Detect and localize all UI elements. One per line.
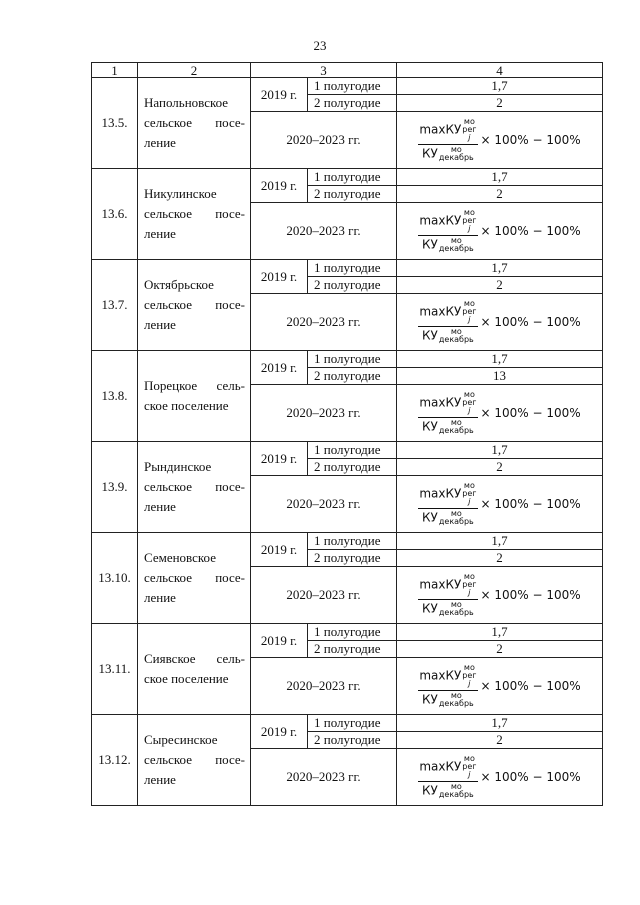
value-cell: 2 <box>397 95 603 112</box>
formula-num-sub-index: j <box>468 315 471 324</box>
settlement-name-line: ское поселение <box>144 671 229 686</box>
value-cell: 1,7 <box>397 624 603 641</box>
settlement-name-line: ское поселение <box>144 398 229 413</box>
row-number: 13.10. <box>92 533 138 624</box>
formula <box>418 755 580 799</box>
formula-num-sup: мо <box>463 572 475 581</box>
formula <box>418 300 580 344</box>
settlement-name-line: сельское посе- <box>144 206 245 221</box>
period-cell: 2020–2023 гг. <box>251 476 397 533</box>
formula-num-indices <box>462 482 476 506</box>
formula-den-sup: мо <box>450 600 462 609</box>
formula-num-indices <box>462 391 476 415</box>
year-cell: 2019 г. <box>251 624 308 658</box>
settlement-name-line: Сиявское сель- <box>144 651 245 666</box>
formula-den-indices <box>439 419 474 435</box>
formula-den-sub: декабрь <box>438 244 474 253</box>
formula-num-sub-index: j <box>468 588 471 597</box>
formula-denominator <box>422 600 474 617</box>
settlement-name-line: сельское посе- <box>144 297 245 312</box>
formula-num-indices <box>462 118 476 142</box>
period-cell: 2020–2023 гг. <box>251 112 397 169</box>
row-number: 13.8. <box>92 351 138 442</box>
year-cell: 2019 г. <box>251 715 308 749</box>
formula-numerator <box>418 664 477 691</box>
period-cell: 2020–2023 гг. <box>251 385 397 442</box>
half-year-label: 1 полугодие <box>308 260 397 277</box>
formula-den-main: КУ <box>422 328 438 343</box>
settlement-name-line: Напольновское <box>144 95 229 110</box>
value-cell: 2 <box>397 277 603 294</box>
header-cell-3: 3 <box>251 63 397 78</box>
formula-denominator <box>422 145 474 162</box>
value-cell: 1,7 <box>397 533 603 550</box>
period-cell: 2020–2023 гг. <box>251 294 397 351</box>
formula-numerator <box>418 391 477 418</box>
period-cell: 2020–2023 гг. <box>251 567 397 624</box>
formula-den-sup: мо <box>450 236 462 245</box>
formula-den-main: КУ <box>422 237 438 252</box>
settlement-name <box>138 533 251 624</box>
settlement-name-line: ление <box>144 317 176 332</box>
table-row <box>92 442 603 459</box>
formula-num-sup: мо <box>463 390 475 399</box>
formula-cell <box>397 476 603 533</box>
formula-num-indices <box>462 300 476 324</box>
year-cell: 2019 г. <box>251 78 308 112</box>
table-row <box>92 715 603 732</box>
value-cell: 13 <box>397 368 603 385</box>
formula-fraction <box>418 755 477 799</box>
formula-num-sub: рег <box>462 762 477 771</box>
value-cell: 1,7 <box>397 78 603 95</box>
formula-den-main: КУ <box>422 783 438 798</box>
formula-num-main: maxКУ <box>419 213 462 228</box>
formula-den-sub: декабрь <box>438 790 474 799</box>
table-row <box>92 533 603 550</box>
formula-tail: × 100% − 100% <box>480 679 581 693</box>
formula-num-main: maxКУ <box>419 395 462 410</box>
formula-num-main: maxКУ <box>419 759 462 774</box>
half-year-label: 2 полугодие <box>308 277 397 294</box>
formula-den-main: КУ <box>422 146 438 161</box>
settlement-name <box>138 624 251 715</box>
period-cell: 2020–2023 гг. <box>251 749 397 806</box>
formula-den-sup: мо <box>450 145 462 154</box>
formula-num-main: maxКУ <box>419 577 462 592</box>
year-cell: 2019 г. <box>251 442 308 476</box>
formula-fraction <box>418 573 477 617</box>
settlement-name <box>138 442 251 533</box>
formula-tail: × 100% − 100% <box>480 770 581 784</box>
half-year-label: 2 полугодие <box>308 368 397 385</box>
settlement-name <box>138 260 251 351</box>
formula-cell <box>397 385 603 442</box>
settlement-name-line: ление <box>144 499 176 514</box>
formula-num-sub-index: j <box>468 406 471 415</box>
formula-num-sub-index: j <box>468 497 471 506</box>
formula-num-sup: мо <box>463 117 475 126</box>
settlement-name-line: Рындинское <box>144 459 212 474</box>
formula-den-indices <box>439 692 474 708</box>
formula-num-sub-index: j <box>468 133 471 142</box>
formula-den-indices <box>439 601 474 617</box>
formula-den-main: КУ <box>422 601 438 616</box>
formula-tail: × 100% − 100% <box>480 133 581 147</box>
header-cell-1: 1 <box>92 63 138 78</box>
formula-num-sup: мо <box>463 754 475 763</box>
settlement-name <box>138 169 251 260</box>
year-cell: 2019 г. <box>251 351 308 385</box>
formula <box>418 482 580 526</box>
formula-den-main: КУ <box>422 510 438 525</box>
settlement-name-line: ление <box>144 135 176 150</box>
formula-den-sup: мо <box>450 782 462 791</box>
formula-den-sub: декабрь <box>438 517 474 526</box>
formula-denominator <box>422 782 474 799</box>
formula-numerator <box>418 300 477 327</box>
formula-num-sup: мо <box>463 481 475 490</box>
formula-num-sup: мо <box>463 663 475 672</box>
table-row <box>92 624 603 641</box>
formula-fraction <box>418 209 477 253</box>
table-row <box>92 260 603 277</box>
formula-num-indices <box>462 755 476 779</box>
formula-cell <box>397 203 603 260</box>
formula-numerator <box>418 118 477 145</box>
formula-tail: × 100% − 100% <box>480 315 581 329</box>
formula-num-sub: рег <box>462 307 477 316</box>
formula-fraction <box>418 664 477 708</box>
table-row <box>92 351 603 368</box>
formula-den-indices <box>439 328 474 344</box>
half-year-label: 1 полугодие <box>308 78 397 95</box>
value-cell: 2 <box>397 550 603 567</box>
formula-cell <box>397 749 603 806</box>
settlement-name-line: сельское посе- <box>144 479 245 494</box>
settlement-name-line: сельское посе- <box>144 570 245 585</box>
period-cell: 2020–2023 гг. <box>251 203 397 260</box>
formula-denominator <box>422 418 474 435</box>
settlement-name-line: ление <box>144 772 176 787</box>
row-number: 13.6. <box>92 169 138 260</box>
row-number: 13.11. <box>92 624 138 715</box>
value-cell: 2 <box>397 732 603 749</box>
formula-num-sub: рег <box>462 398 477 407</box>
formula-num-main: maxКУ <box>419 668 462 683</box>
formula <box>418 118 580 162</box>
formula-den-sub: декабрь <box>438 426 474 435</box>
half-year-label: 2 полугодие <box>308 641 397 658</box>
half-year-label: 1 полугодие <box>308 533 397 550</box>
value-cell: 2 <box>397 459 603 476</box>
header-cell-4: 4 <box>397 63 603 78</box>
formula-num-sub: рег <box>462 216 477 225</box>
formula-num-sup: мо <box>463 299 475 308</box>
formula-den-sub: декабрь <box>438 153 474 162</box>
formula-tail: × 100% − 100% <box>480 406 581 420</box>
formula-num-sub: рег <box>462 671 477 680</box>
settlement-name-line: Октябрьское <box>144 277 214 292</box>
formula <box>418 573 580 617</box>
formula-den-indices <box>439 783 474 799</box>
formula-tail: × 100% − 100% <box>480 224 581 238</box>
formula-cell <box>397 294 603 351</box>
formula-numerator <box>418 482 477 509</box>
year-cell: 2019 г. <box>251 533 308 567</box>
formula-denominator <box>422 236 474 253</box>
table-row <box>92 169 603 186</box>
formula-num-sub-index: j <box>468 224 471 233</box>
formula-den-sup: мо <box>450 418 462 427</box>
formula-num-sub: рег <box>462 125 477 134</box>
value-cell: 1,7 <box>397 442 603 459</box>
formula-tail: × 100% − 100% <box>480 588 581 602</box>
formula-fraction <box>418 118 477 162</box>
table-row <box>92 78 603 95</box>
header-cell-2: 2 <box>138 63 251 78</box>
formula-den-indices <box>439 510 474 526</box>
settlement-name-line: сельское посе- <box>144 115 245 130</box>
settlement-name-line: ление <box>144 590 176 605</box>
formula-num-sub-index: j <box>468 679 471 688</box>
formula-fraction <box>418 482 477 526</box>
row-number: 13.12. <box>92 715 138 806</box>
settlement-name-line: ление <box>144 226 176 241</box>
formula-den-sub: декабрь <box>438 608 474 617</box>
formula-num-sub-index: j <box>468 770 471 779</box>
page-number: 23 <box>313 38 327 53</box>
settlement-name-line: Никулинское <box>144 186 217 201</box>
formula-num-sub: рег <box>462 580 477 589</box>
formula-den-indices <box>439 237 474 253</box>
tariff-table <box>91 62 603 806</box>
formula-den-main: КУ <box>422 692 438 707</box>
header-row <box>92 63 603 78</box>
value-cell: 1,7 <box>397 260 603 277</box>
formula-den-sup: мо <box>450 327 462 336</box>
formula-fraction <box>418 391 477 435</box>
half-year-label: 1 полугодие <box>308 442 397 459</box>
row-number: 13.7. <box>92 260 138 351</box>
formula <box>418 209 580 253</box>
formula-num-main: maxКУ <box>419 122 462 137</box>
formula-tail: × 100% − 100% <box>480 497 581 511</box>
formula <box>418 664 580 708</box>
formula-num-indices <box>462 209 476 233</box>
value-cell: 2 <box>397 641 603 658</box>
formula-den-main: КУ <box>422 419 438 434</box>
value-cell: 1,7 <box>397 715 603 732</box>
settlement-name-line: Сыресинское <box>144 732 218 747</box>
formula-cell <box>397 112 603 169</box>
formula-cell <box>397 567 603 624</box>
settlement-name <box>138 78 251 169</box>
formula-numerator <box>418 209 477 236</box>
formula-num-main: maxКУ <box>419 486 462 501</box>
formula-cell <box>397 658 603 715</box>
formula-numerator <box>418 573 477 600</box>
settlement-name-line: Порецкое сель- <box>144 378 245 393</box>
half-year-label: 1 полугодие <box>308 715 397 732</box>
settlement-name-line: сельское посе- <box>144 752 245 767</box>
formula <box>418 391 580 435</box>
formula-den-sup: мо <box>450 691 462 700</box>
half-year-label: 1 полугодие <box>308 624 397 641</box>
row-number: 13.9. <box>92 442 138 533</box>
half-year-label: 1 полугодие <box>308 351 397 368</box>
value-cell: 1,7 <box>397 169 603 186</box>
half-year-label: 2 полугодие <box>308 95 397 112</box>
formula-den-sub: декабрь <box>438 699 474 708</box>
half-year-label: 1 полугодие <box>308 169 397 186</box>
year-cell: 2019 г. <box>251 169 308 203</box>
value-cell: 1,7 <box>397 351 603 368</box>
formula-den-sub: декабрь <box>438 335 474 344</box>
period-cell: 2020–2023 гг. <box>251 658 397 715</box>
formula-denominator <box>422 509 474 526</box>
formula-denominator <box>422 327 474 344</box>
half-year-label: 2 полугодие <box>308 186 397 203</box>
settlement-name-line: Семеновское <box>144 550 216 565</box>
formula-fraction <box>418 300 477 344</box>
formula-num-sup: мо <box>463 208 475 217</box>
formula-num-indices <box>462 573 476 597</box>
formula-denominator <box>422 691 474 708</box>
row-number: 13.5. <box>92 78 138 169</box>
formula-numerator <box>418 755 477 782</box>
formula-num-sub: рег <box>462 489 477 498</box>
settlement-name <box>138 351 251 442</box>
year-cell: 2019 г. <box>251 260 308 294</box>
half-year-label: 2 полугодие <box>308 732 397 749</box>
value-cell: 2 <box>397 186 603 203</box>
formula-num-main: maxКУ <box>419 304 462 319</box>
formula-den-indices <box>439 146 474 162</box>
formula-den-sup: мо <box>450 509 462 518</box>
settlement-name <box>138 715 251 806</box>
half-year-label: 2 полугодие <box>308 550 397 567</box>
formula-num-indices <box>462 664 476 688</box>
half-year-label: 2 полугодие <box>308 459 397 476</box>
